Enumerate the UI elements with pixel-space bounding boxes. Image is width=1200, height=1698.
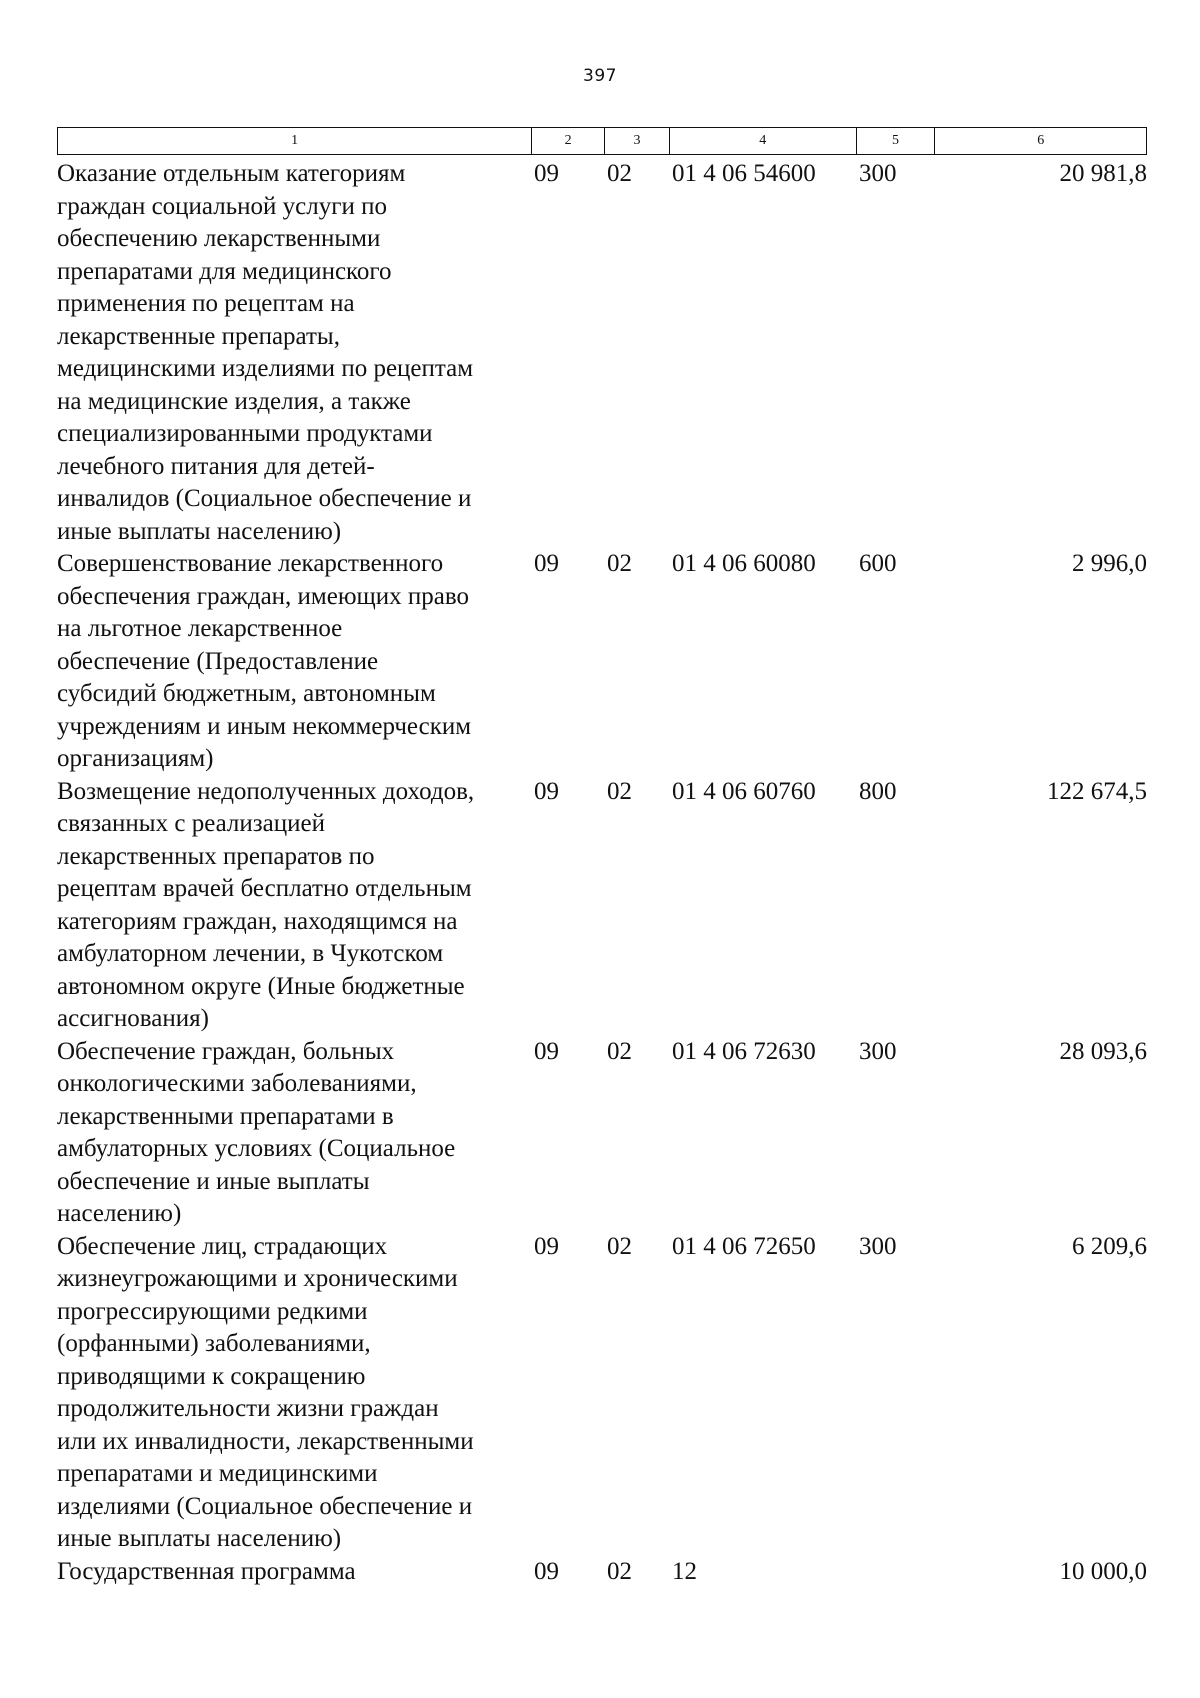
- description-line: обеспечению лекарственными: [57, 225, 381, 252]
- row-subsection-code: 02: [607, 1557, 632, 1585]
- description-line: (орфанными) заболеваниями,: [57, 1330, 371, 1357]
- table-row: [57, 1231, 1147, 1556]
- description-line: Оказание отдельным категориям: [57, 160, 406, 187]
- page-number: 397: [583, 66, 617, 86]
- description-line: Возмещение недополученных доходов,: [57, 777, 475, 805]
- description-line: Государственная программа: [57, 1557, 356, 1585]
- row-amount: 2 996,0: [1072, 550, 1147, 577]
- row-description: [57, 548, 532, 776]
- row-subsection-code: 02: [607, 1232, 632, 1260]
- row-expense-type: [857, 1556, 936, 1589]
- row-amount: 10 000,0: [1059, 1557, 1147, 1585]
- description-line: рецептам врачей бесплатно отдельным: [57, 875, 472, 902]
- description-line: на льготное лекарственное: [57, 615, 343, 642]
- description-line: лекарственных препаратов по: [57, 842, 375, 870]
- row-description: [57, 776, 532, 1036]
- description-line: применения по рецептам на: [57, 290, 355, 317]
- header-col-6: 6: [1037, 133, 1045, 148]
- row-subsection-code: 02: [607, 777, 632, 805]
- description-line: препаратами для медицинского: [57, 257, 392, 285]
- description-line: субсидий бюджетным, автономным: [57, 680, 436, 707]
- row-amount: 6 209,6: [1072, 1232, 1147, 1260]
- row-expense-type: 300: [859, 1232, 897, 1260]
- table-row: [57, 158, 1147, 548]
- table-row: [57, 548, 1147, 776]
- table-row: [57, 1036, 1147, 1231]
- header-col-4: 4: [670, 128, 857, 154]
- description-line: медицинскими изделиями по рецептам: [57, 355, 474, 382]
- description-line: онкологическими заболеваниями,: [57, 1070, 417, 1097]
- row-section-code: 09: [534, 160, 559, 187]
- description-line: изделиями (Социальное обеспечение и: [57, 1492, 473, 1520]
- row-amount: 28 093,6: [1059, 1037, 1147, 1065]
- description-line: обеспечения граждан, имеющих право: [57, 582, 470, 610]
- row-description: [57, 1231, 532, 1556]
- description-line: связанных с реализацией: [57, 810, 325, 837]
- row-section-code: 09: [534, 1557, 559, 1585]
- description-line: жизнеугрожающими и хроническими: [57, 1265, 458, 1292]
- description-line: продолжительности жизни граждан: [57, 1395, 439, 1422]
- description-line: приводящими к сокращению: [57, 1362, 366, 1390]
- description-line: амбулаторном лечении, в Чукотском: [57, 940, 444, 967]
- row-subsection-code: 02: [607, 160, 632, 187]
- description-line: граждан социальной услуги по: [57, 192, 387, 220]
- description-line: на медицинские изделия, а также: [57, 387, 411, 415]
- description-line: обеспечение (Предоставление: [57, 647, 379, 675]
- description-line: прогрессирующими редкими: [57, 1297, 368, 1325]
- row-target-code: 01 4 06 54600: [672, 160, 816, 187]
- description-line: препаратами и медицинскими: [57, 1460, 378, 1487]
- description-line: лекарственные препараты,: [57, 322, 340, 350]
- row-description: [57, 1556, 532, 1589]
- description-line: специализированными продуктами: [57, 420, 433, 447]
- table-header-row: [57, 127, 1147, 155]
- row-target-code: 12: [672, 1557, 697, 1585]
- description-line: категориям граждан, находящимся на: [57, 907, 458, 935]
- row-section-code: 09: [534, 550, 559, 577]
- table-body: [57, 158, 1147, 1588]
- row-target-code: 01 4 06 60080: [672, 550, 816, 577]
- description-line: лечебного питания для детей-: [57, 452, 375, 480]
- description-line: иные выплаты населению): [57, 1525, 342, 1552]
- description-line: инвалидов (Социальное обеспечение и: [57, 485, 472, 512]
- row-subsection-code: 02: [607, 550, 632, 577]
- header-col-2: 2: [532, 128, 605, 154]
- row-section-code: 09: [534, 1232, 559, 1260]
- description-line: населению): [57, 1200, 182, 1227]
- row-expense-type: 600: [859, 550, 897, 577]
- description-line: организациям): [57, 745, 214, 772]
- row-target-code: 01 4 06 72630: [672, 1037, 816, 1065]
- description-line: Обеспечение лиц, страдающих: [57, 1232, 388, 1260]
- row-section-code: 09: [534, 1037, 559, 1065]
- description-line: или их инвалидности, лекарственными: [57, 1427, 474, 1455]
- row-amount: 20 981,8: [1059, 160, 1147, 187]
- row-target-code: 01 4 06 72650: [672, 1232, 816, 1260]
- description-line: лекарственными препаратами в: [57, 1102, 394, 1130]
- row-section-code: 09: [534, 777, 559, 805]
- description-line: учреждениям и иным некоммерческим: [57, 712, 472, 740]
- row-subsection-code: 02: [607, 1037, 632, 1065]
- table-row: [57, 1556, 1147, 1589]
- description-line: ассигнования): [57, 1005, 209, 1032]
- row-expense-type: 800: [859, 777, 897, 805]
- row-description: [57, 1036, 532, 1231]
- description-line: автономном округе (Иные бюджетные: [57, 972, 465, 1000]
- description-line: Совершенствование лекарственного: [57, 550, 444, 577]
- description-line: Обеспечение граждан, больных: [57, 1037, 395, 1065]
- row-expense-type: 300: [859, 160, 897, 187]
- header-col-5: 5: [857, 128, 936, 154]
- table-row: [57, 776, 1147, 1036]
- header-col-3: 3: [605, 128, 670, 154]
- row-description: [57, 158, 532, 548]
- description-line: обеспечение и иные выплаты: [57, 1167, 370, 1195]
- description-line: иные выплаты населению): [57, 517, 342, 545]
- header-col-1: 1: [58, 128, 532, 154]
- description-line: амбулаторных условиях (Социальное: [57, 1135, 456, 1162]
- row-amount: 122 674,5: [1047, 777, 1147, 805]
- row-target-code: 01 4 06 60760: [672, 777, 816, 805]
- row-expense-type: 300: [859, 1037, 897, 1065]
